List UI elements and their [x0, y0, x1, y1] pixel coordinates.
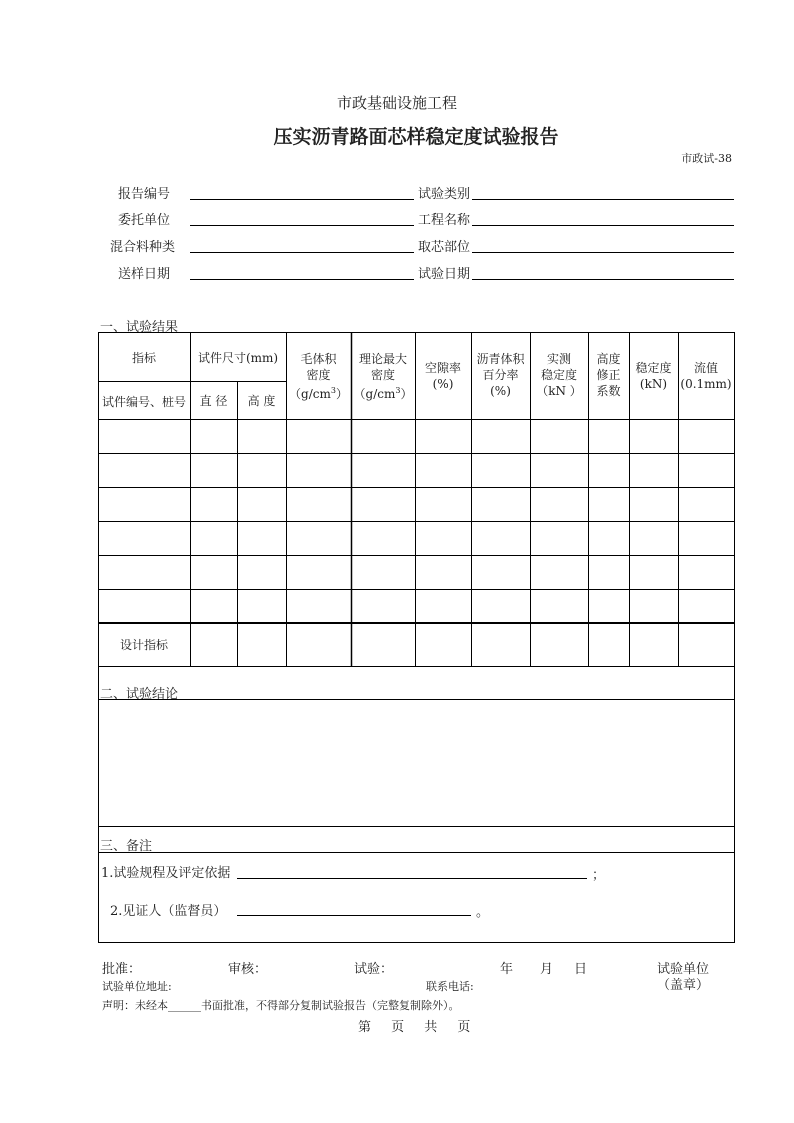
header-height: 高 度	[247, 394, 276, 408]
header-measured-stability: 实测 稳定度 （kN ）	[536, 352, 582, 398]
conclusion-area[interactable]	[99, 700, 734, 826]
remark-witness-end: 。	[476, 905, 490, 920]
header-indicator: 指标	[131, 351, 156, 365]
section-conclusion-title: 二、试验结论	[100, 687, 179, 702]
header-vfa: 沥青体积 百分率 (%)	[476, 352, 525, 398]
phone-label: 联系电话:	[426, 980, 474, 993]
page-number: 第 页 共 页	[358, 1020, 471, 1035]
sample-date-label: 送样日期	[118, 267, 171, 282]
header-height-correction: 高度 修正 系数	[596, 352, 621, 398]
project-heading: 市政基础设施工程	[336, 94, 457, 112]
core-location-label: 取芯部位	[418, 240, 471, 255]
test-type-label: 试验类别	[418, 187, 471, 202]
header-flow: 流值 (0.1mm)	[680, 361, 732, 391]
header-stability: 稳定度 (kN)	[635, 361, 672, 391]
month-label: 月	[540, 962, 554, 977]
test-unit-label: 试验单位 （盖章）	[656, 962, 709, 993]
project-name-label: 工程名称	[418, 213, 471, 228]
section-results-title: 一、试验结果	[100, 320, 179, 335]
section-remarks-title: 三、备注	[100, 839, 153, 854]
review-label: 审核：	[228, 962, 268, 977]
remark-basis-end: ；	[592, 868, 606, 883]
header-specimen-size: 试件尺寸(mm)	[197, 351, 279, 365]
header-max-density: 理论最大 密度 $(g/cm^3)$	[353, 352, 413, 401]
remark-basis-label: 1.试验规程及评定依据	[101, 866, 231, 881]
remark-basis-field[interactable]	[237, 878, 587, 879]
mix-type-label: 混合料种类	[110, 240, 176, 255]
header-row-label: 试件编号、桩号	[101, 395, 186, 409]
header-void-ratio: 空隙率 (%)	[424, 361, 461, 391]
client-label: 委托单位	[118, 213, 171, 228]
remark-witness-label: 2.见证人（监督员）	[110, 904, 227, 919]
statement-text: 声明：未经本______书面批准，不得部分复制试验报告（完整复制除外）。	[102, 999, 460, 1012]
header-bulk-density: 毛体积 密度 $(g/cm^3)$	[289, 352, 348, 401]
test-date-label: 试验日期	[418, 267, 471, 282]
report-no-label: 报告编号	[118, 187, 171, 202]
unit-address-label: 试验单位地址:	[102, 980, 172, 993]
page-title: 压实沥青路面芯样稳定度试验报告	[273, 126, 559, 148]
day-label: 日	[574, 962, 588, 977]
remark-witness-field[interactable]	[237, 915, 471, 916]
design-indicator-label: 设计指标	[119, 638, 168, 652]
test-label: 试验：	[354, 962, 394, 977]
header-diameter: 直 径	[199, 394, 228, 408]
year-label: 年	[500, 962, 514, 977]
approve-label: 批准：	[102, 962, 142, 977]
form-code: 市政试-38	[681, 152, 732, 165]
